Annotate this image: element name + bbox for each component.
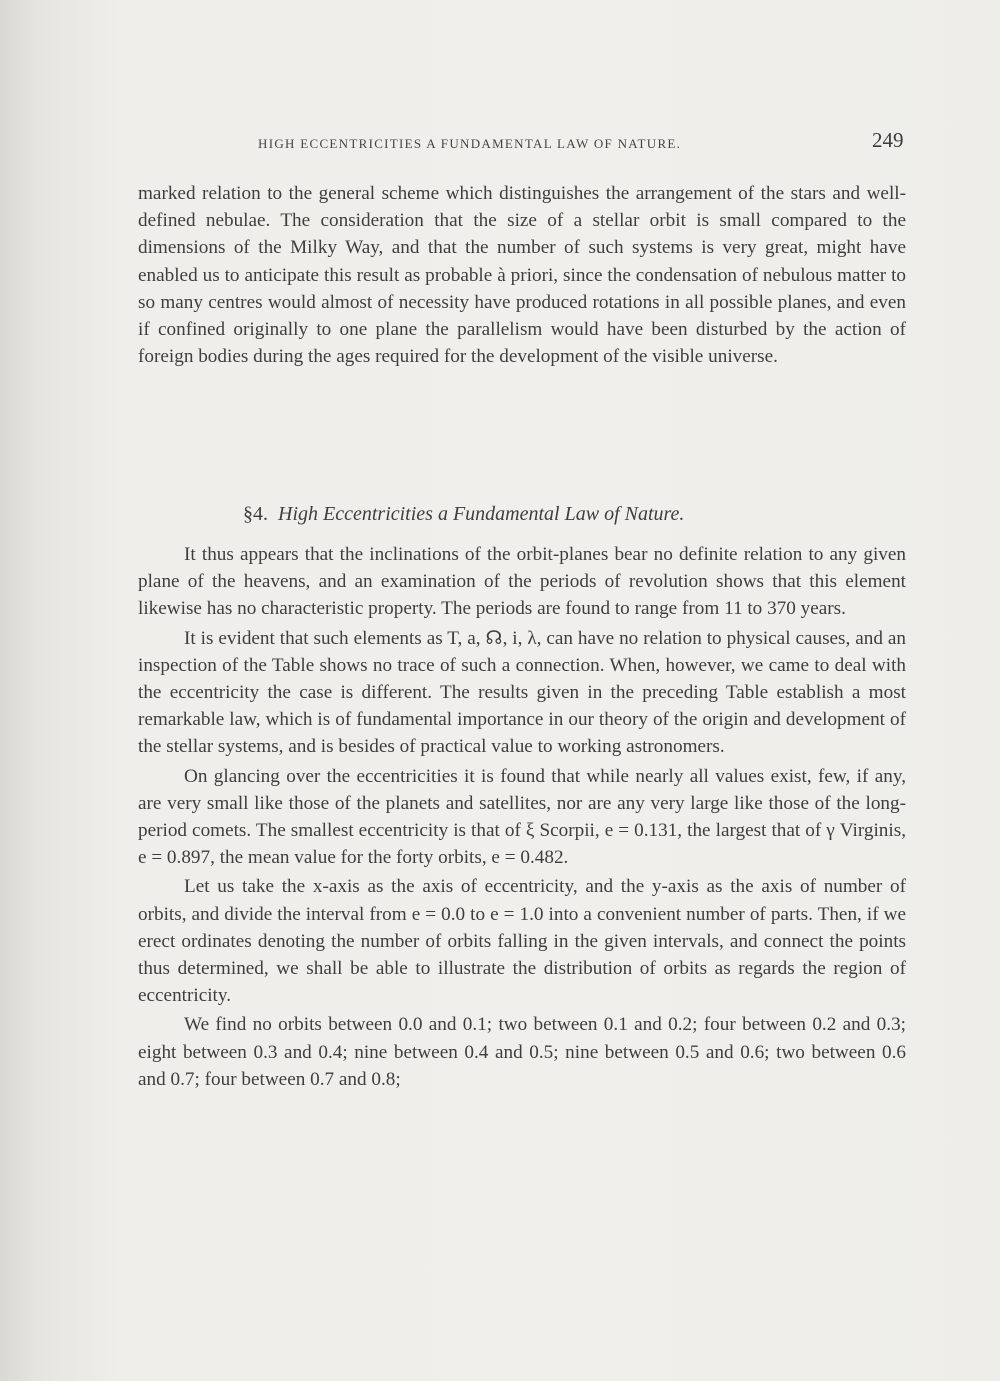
running-title: HIGH ECCENTRICITIES A FUNDAMENTAL LAW OF NATURE. xyxy=(258,136,682,151)
body-paragraph: marked relation to the general scheme which distinguishes the arrangement of the stars and well-defined nebulae. The consideration that the size of a stellar orbit is small compared to the dimensions of the Milky Way, and that the number of such systems is very great, might have enabled us to anticipate this result as probable à priori, since the condensation of nebulous matter to so many centres would almost of necessity have produced rotations in all possible planes, and even if confined originally to one plane the parallelism would have been disturbed by the action of foreign bodies during the ages required for the development of the visible universe. xyxy=(138,183,906,368)
body-paragraph: Let us take the x-axis as the axis of eccentricity, and the y-axis as the axis of number of orbits, and divide the interval from e = 0.0 to e = 1.0 into a convenient number of parts. Then, if we erect ordinates denoting the number of orbits falling in the given intervals, and connect the points thus determined, we shall be able to illustrate the distribution of orbits as regards the region of eccentricity. xyxy=(138,876,906,1007)
body-paragraph: It is evident that such elements as T, a, ☊, i, λ, can have no relation to physical causes, and an inspection of the Table shows no trace of such a connection. When, however, we came to deal with the eccentricity the case is different. The results given in the preceding Table establish a most remarkable law, which is of fundamental importance in our theory of the origin and development of the stellar systems, and is besides of practical value to working astronomers. xyxy=(138,627,906,758)
body-paragraph: It thus appears that the inclinations of the orbit-planes bear no definite relation to any given plane of the heavens, and an examination of the periods of revolution shows that this element likewise has no characteristic property. The periods are found to range from 11 to 370 years. xyxy=(138,544,906,620)
continued-paragraph-block xyxy=(138,180,906,372)
body-paragraph: On glancing over the eccentricities it is found that while nearly all values exist, few, if any, are very small like those of the planets and satellites, nor are any very large like those of the long-period comets. The smallest eccentricity is that of ξ Scorpii, e = 0.131, the largest that of γ Virginis, e = 0.897, the mean value for the forty orbits, e = 0.482. xyxy=(138,765,906,869)
section-number: §4. xyxy=(243,503,268,525)
page-number: 249 xyxy=(872,128,904,152)
section-title: High Eccentricities a Fundamental Law of Nature. xyxy=(278,503,685,525)
running-head xyxy=(0,128,1000,158)
body-paragraph: We find no orbits between 0.0 and 0.1; two between 0.1 and 0.2; four between 0.2 and 0.3; eight between 0.3 and 0.4; nine between 0.4 and 0.5; nine between 0.5 and 0.6; two between 0.6 and 0.7; four between 0.7 and 0.8; xyxy=(138,1014,906,1090)
section-body xyxy=(138,541,906,1095)
